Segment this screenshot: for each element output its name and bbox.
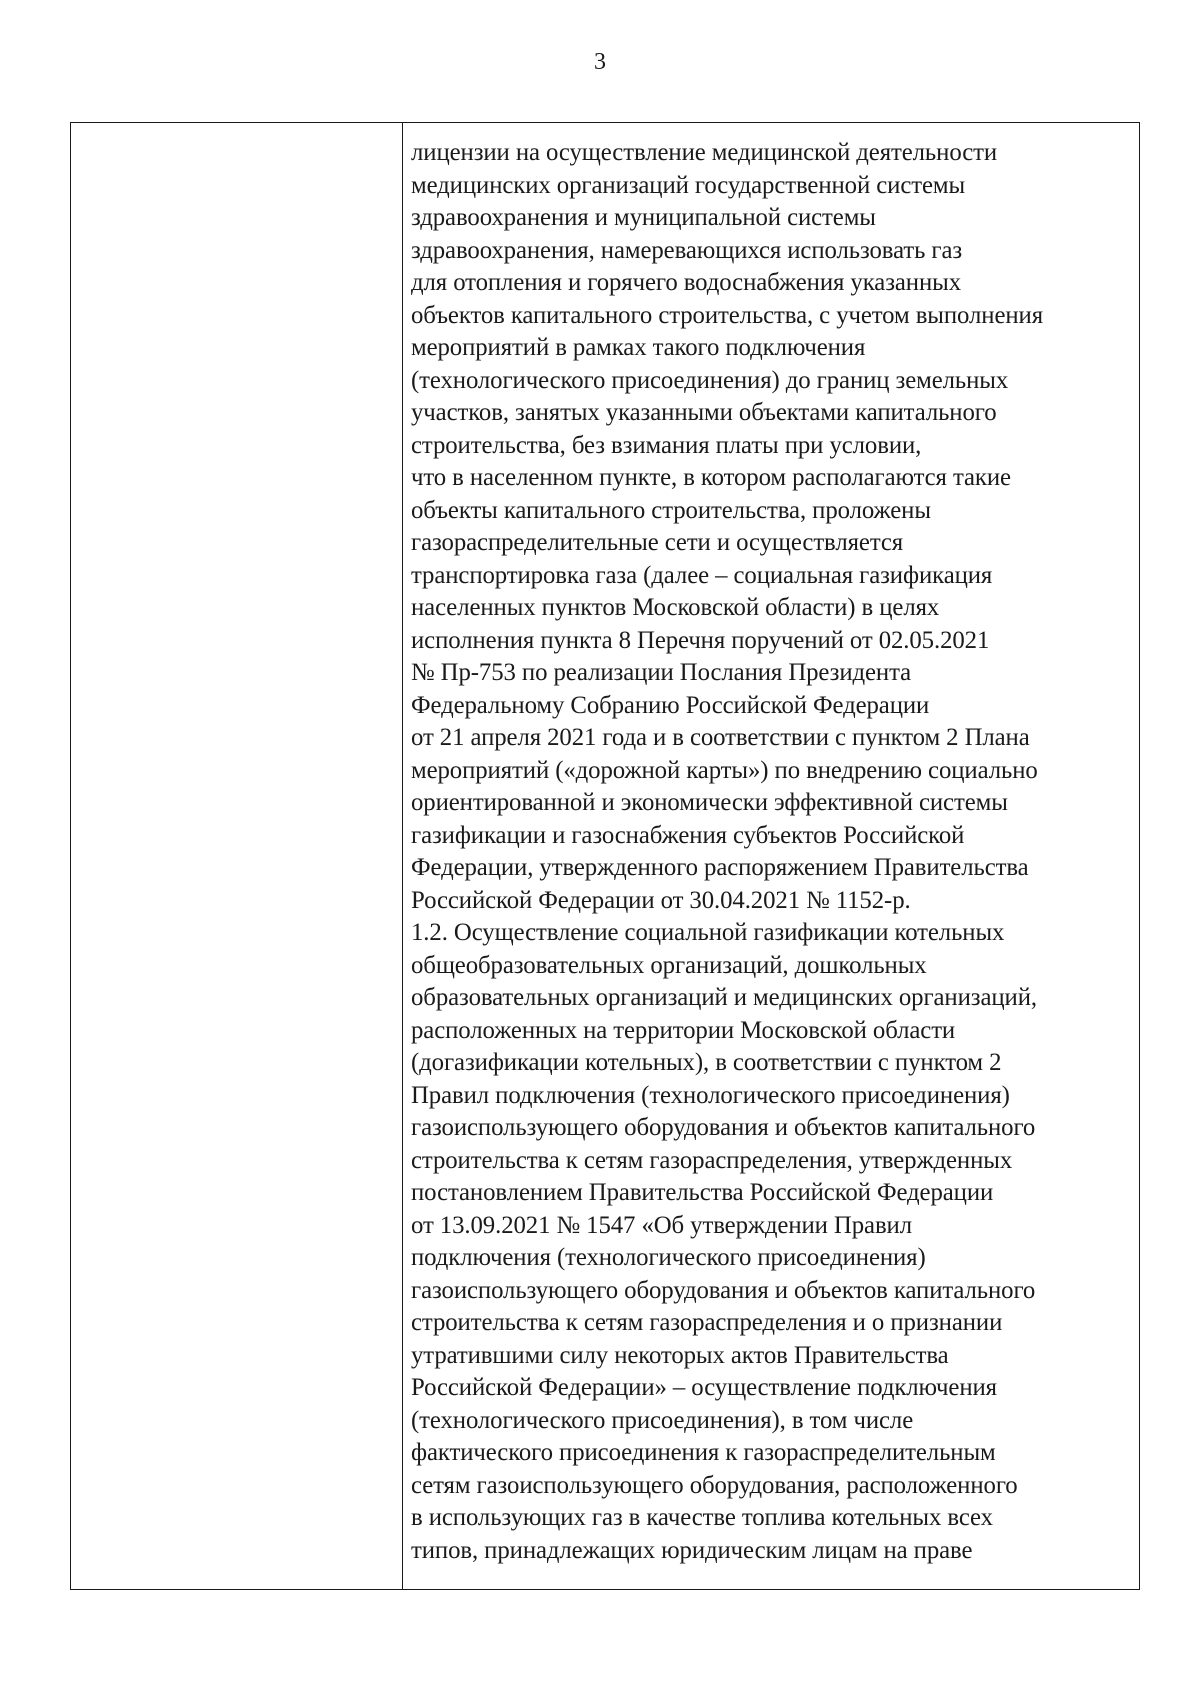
text-line: участков, занятых указанными объектами капитального [411, 399, 997, 426]
page-number: 3 [594, 49, 606, 75]
text-line: № Пр-753 по реализации Послания Президента [411, 659, 912, 686]
text-line: лицензии на осуществление медицинской деятельности [411, 139, 998, 166]
text-line: подключения (технологического присоединения) [411, 1244, 926, 1271]
text-line: газификации и газоснабжения субъектов Российской [411, 821, 965, 849]
text-line: от 13.09.2021 № 1547 «Об утверждении Правил [411, 1211, 912, 1239]
text-line: газораспределительные сети и осуществляется [411, 529, 904, 556]
text-line: строительства, без взимания платы при условии, [411, 431, 922, 459]
text-line: типов, принадлежащих юридическим лицам на праве [411, 1536, 973, 1564]
text-line: газоиспользующего оборудования и объектов капитального [411, 1114, 1036, 1141]
text-line: образовательных организаций и медицинских организаций, [411, 984, 1037, 1011]
text-line: газоиспользующего оборудования и объектов капитального [411, 1276, 1036, 1304]
text-line: исполнения пункта 8 Перечня поручений от 02.05.2021 [411, 626, 990, 654]
text-line: Федеральному Собранию Российской Федерации [411, 691, 930, 719]
text-line: расположенных на территории Московской области [411, 1016, 956, 1044]
text-line: постановлением Правительства Российской Федерации [411, 1179, 994, 1206]
text-line: для отопления и горячего водоснабжения указанных [411, 269, 961, 296]
text-line: строительства к сетям газораспределения и о признании [411, 1309, 1003, 1336]
text-line: (технологического присоединения), в том числе [411, 1406, 914, 1434]
text-line: мероприятий («дорожной карты») по внедрению социально [411, 756, 1038, 784]
text-line: общеобразовательных организаций, дошкольных [411, 951, 927, 979]
text-line: медицинских организаций государственной системы [411, 171, 966, 199]
document-table [70, 122, 1140, 1590]
text-line: объекты капитального строительства, проложены [411, 496, 931, 524]
text-line: от 21 апреля 2021 года и в соответствии с пунктом 2 Плана [411, 724, 1030, 751]
text-line: мероприятий в рамках такого подключения [411, 334, 866, 361]
text-line: транспортировка газа (далее – социальная газификация [411, 561, 993, 589]
text-line: ориентированной и экономически эффективной системы [411, 789, 1008, 816]
text-line: что в населенном пункте, в котором располагаются такие [411, 464, 1011, 491]
text-line: утратившими силу некоторых актов Правительства [411, 1341, 949, 1369]
text-line: Российской Федерации от 30.04.2021 № 1152-р. [411, 886, 911, 914]
text-line: Российской Федерации» – осуществление подключения [411, 1374, 997, 1401]
text-line: фактического присоединения к газораспределительным [411, 1439, 996, 1466]
text-line: строительства к сетям газораспределения, утвержденных [411, 1146, 1013, 1174]
text-line: здравоохранения и муниципальной системы [411, 204, 876, 231]
right-cell-text [411, 137, 1139, 1589]
column-divider [402, 123, 403, 1589]
text-line: Правил подключения (технологического присоединения) [411, 1081, 1010, 1109]
text-line: 1.2. Осуществление социальной газификации котельных [411, 919, 1005, 946]
text-line: (догазификации котельных), в соответствии с пунктом 2 [411, 1049, 1002, 1076]
text-line: Федерации, утвержденного распоряжением Правительства [411, 854, 1029, 881]
text-line: объектов капитального строительства, с учетом выполнения [411, 301, 1044, 329]
left-cell-empty [71, 123, 402, 1589]
text-line: в использующих газ в качестве топлива котельных всех [411, 1504, 993, 1531]
text-line: здравоохранения, намеревающихся использовать газ [411, 236, 963, 264]
text-line: (технологического присоединения) до границ земельных [411, 366, 1009, 394]
text-line: сетям газоиспользующего оборудования, расположенного [411, 1471, 1018, 1499]
text-line: населенных пунктов Московской области) в целях [411, 594, 940, 621]
